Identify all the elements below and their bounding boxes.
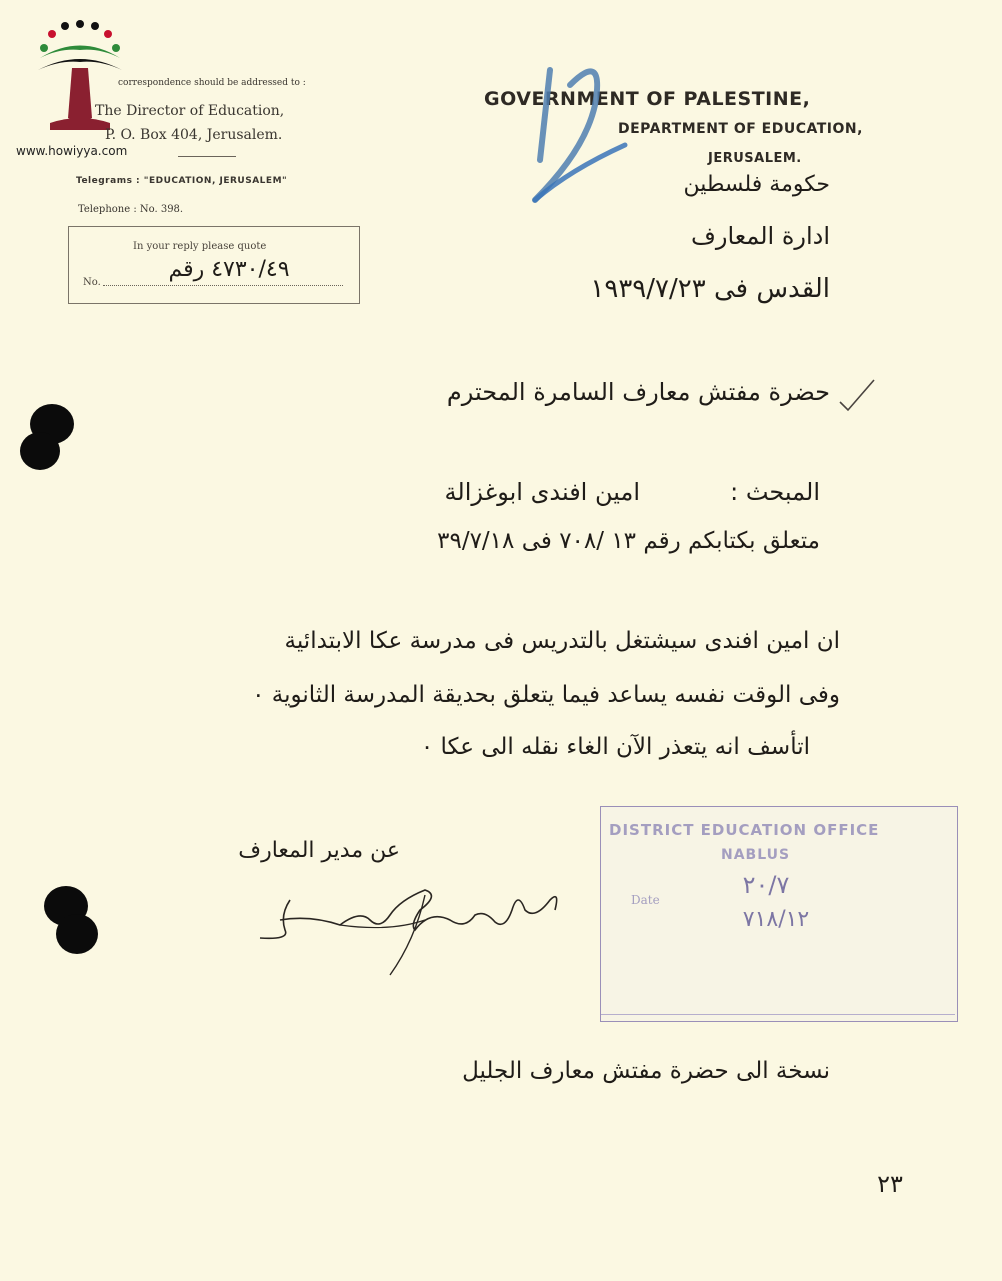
checkmark-icon <box>836 376 876 420</box>
subject-label: المبحث : <box>730 478 820 506</box>
folio-mark <box>530 50 640 210</box>
address-intro: correspondence should be addressed to : <box>118 78 306 88</box>
cc-line: نسخة الى حضرة مفتش معارف الجليل <box>462 1058 830 1084</box>
tree-logo-icon <box>30 18 130 138</box>
recipient-line: حضرة مفتش معارف السامرة المحترم <box>446 378 830 406</box>
district-office-stamp <box>600 806 958 1022</box>
government-arabic: حكومة فلسطين <box>683 172 830 197</box>
reply-no-label: No. <box>83 277 101 288</box>
punch-hole-bottom-2 <box>56 914 98 954</box>
address-rule <box>178 156 236 157</box>
body-line-3: اتأسف انه يتعذر الآن الغاء نقله الى عكا ٠ <box>420 734 810 760</box>
stamp-inner-rule <box>601 1014 955 1015</box>
signature-on-behalf: عن مدير المعارف <box>238 838 400 863</box>
body-line-1: ان امين افندى سيشتغل بالتدريس فى مدرسة عكا الابتدائية <box>284 628 840 654</box>
telegrams: Telegrams : "EDUCATION, JERUSALEM" <box>76 176 288 186</box>
government-title: GOVERNMENT OF PALESTINE, <box>484 88 811 110</box>
department-title: DEPARTMENT OF EDUCATION, <box>618 121 863 137</box>
telephone: Telephone : No. 398. <box>78 204 184 215</box>
stamp-date-value: ٢٠/٧ <box>742 871 790 899</box>
stamp-city: NABLUS <box>721 847 791 863</box>
stamp-date-label: Date <box>631 893 660 907</box>
watermark-site[interactable]: www.howiyya.com <box>16 144 128 158</box>
body-line-2: وفى الوقت نفسه يساعد فيما يتعلق بحديقة المدرسة الثانوية ٠ <box>252 682 840 708</box>
reply-reference-number: ٤٧٣٠/٤٩ رقم <box>168 257 290 282</box>
subject-value: امين افندى ابوغزالة <box>444 478 640 506</box>
reference-line: متعلق بكتابكم رقم ١٣ /٧٠٨ فى ٣٩/٧/١٨ <box>437 528 820 554</box>
reply-caption: In your reply please quote <box>133 241 267 252</box>
stamp-number-value: ٧١٨/١٢ <box>742 907 810 932</box>
po-box: P. O. Box 404, Jerusalem. <box>105 127 283 143</box>
handwritten-signature <box>250 870 570 980</box>
addressee: The Director of Education, <box>95 103 285 119</box>
reply-reference-box <box>68 226 360 304</box>
page-number: ٢٣ <box>877 1170 903 1198</box>
stamp-office: DISTRICT EDUCATION OFFICE <box>609 821 880 839</box>
city-title: JERUSALEM. <box>708 151 802 166</box>
folio-pencil-stroke <box>530 50 640 210</box>
punch-hole-top-2 <box>20 432 60 470</box>
department-arabic: ادارة المعارف <box>690 222 830 250</box>
date-line: القدس فى ١٩٣٩/٧/٢٣ <box>590 274 830 304</box>
reply-dotted-line <box>103 285 343 286</box>
